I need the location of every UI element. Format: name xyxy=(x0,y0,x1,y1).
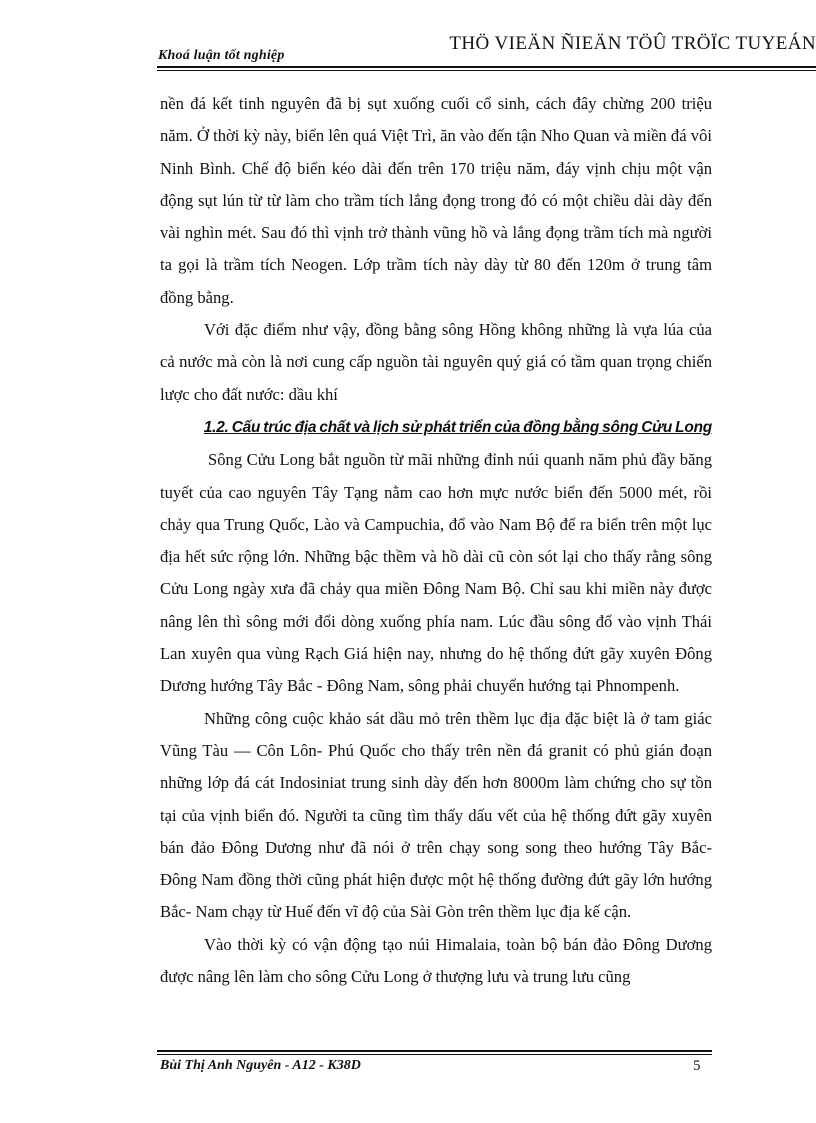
paragraph-5: Vào thời kỳ có vận động tạo núi Himalaia, toàn bộ bán đảo Đông Dương được nâng lên làm cho sông Cửu Long ở thượng lưu và trung lưu cũng xyxy=(160,934,712,987)
header-library-title: THÖ VIEÄN ÑIEÄN TÖÛ TRÖÏC TUYEÁN xyxy=(449,33,816,54)
paragraph-3: Sông Cửu Long bắt nguồn từ mãi những đỉnh núi quanh năm phủ đầy băng tuyết của cao nguyên Tây Tạng nằm cao hơn mực nước biển đến 5000 mét, rồi chảy qua Trung Quốc, Lào và Campuchia, đổ vào Nam Bộ để ra biển trên một lục địa hết sức rộng lớn. Những bậc thềm và hồ dài cũ còn sót lại cho thấy rằng sông Cửu Long ngày xưa đã chảy qua miền Đông Nam Bộ. Chỉ sau khi miền này được nâng lên thì sông mới đổi dòng xuống phía nam. Lúc đầu sông đổ vào vịnh Thái Lan xuyên qua vùng Rạch Giá hiện nay, nhưng do hệ thống đứt gãy xuyên Đông Dương hướng Tây Bắc - Đông Nam, sông phải chuyển hướng tại Phnompenh. xyxy=(160,450,712,696)
header-thesis-label: Khoá luận tốt nghiệp xyxy=(158,48,285,63)
paragraph-4: Những công cuộc khảo sát dầu mỏ trên thềm lục địa đặc biệt là ở tam giác Vũng Tàu — Côn Lôn- Phú Quốc cho thấy trên nền đá granit có phủ gián đoạn những lớp đá cát Indosiniat trung sinh dày đến hơn 8000m làm chứng cho sự tồn tại của vịnh biển đó. Người ta cũng tìm thấy dấu vết của hệ thống đứt gãy xuyên bán đảo Đông Dương như đã nói ở trên chạy song song theo hướng Tây Bắc- Đông Nam đồng thời cũng phát hiện được một hệ thống đường đứt gãy lớn hướng Bắc- Nam chạy từ Huế đến vĩ độ của Sài Gòn trên thềm lục địa kế cận. xyxy=(160,708,712,922)
footer-rule xyxy=(157,1050,712,1052)
section-heading: 1.2. Cấu trúc địa chất và lịch sử phát triển của đồng bằng sông Cửu Long xyxy=(203,418,712,436)
footer-rule-thin xyxy=(157,1054,712,1055)
footer-author: Bùi Thị Anh Nguyên - A12 - K38D xyxy=(160,1058,361,1073)
paragraph-1: nền đá kết tinh nguyên đã bị sụt xuống cuối cổ sinh, cách đây chừng 200 triệu năm. Ở thời kỳ này, biển lên quá Việt Trì, ăn vào đến tận Nho Quan và miền đá vôi Ninh Bình. Chế độ biển kéo dài đến trên 170 triệu năm, đáy vịnh chịu một vận động sụt lún từ từ làm cho trầm tích lắng đọng trong đó có một chiều dài dày đến vài nghìn mét. Sau đó thì vịnh trở thành vũng hồ và lắng đọng trầm tích mà người ta gọi là trầm tích Neogen. Lớp trầm tích này dày từ 80 đến 120m ở trung tâm đồng bằng. xyxy=(160,94,712,307)
page-number: 5 xyxy=(693,1058,701,1074)
header-rule-thin xyxy=(157,70,816,71)
header-rule xyxy=(157,66,816,68)
paragraph-2: Với đặc điểm như vậy, đồng bằng sông Hồng không những là vựa lúa của cả nước mà còn là nơi cung cấp nguồn tài nguyên quý giá có tầm quan trọng chiến lược cho đất nước: dầu khí xyxy=(160,320,712,404)
page-body xyxy=(160,88,712,993)
